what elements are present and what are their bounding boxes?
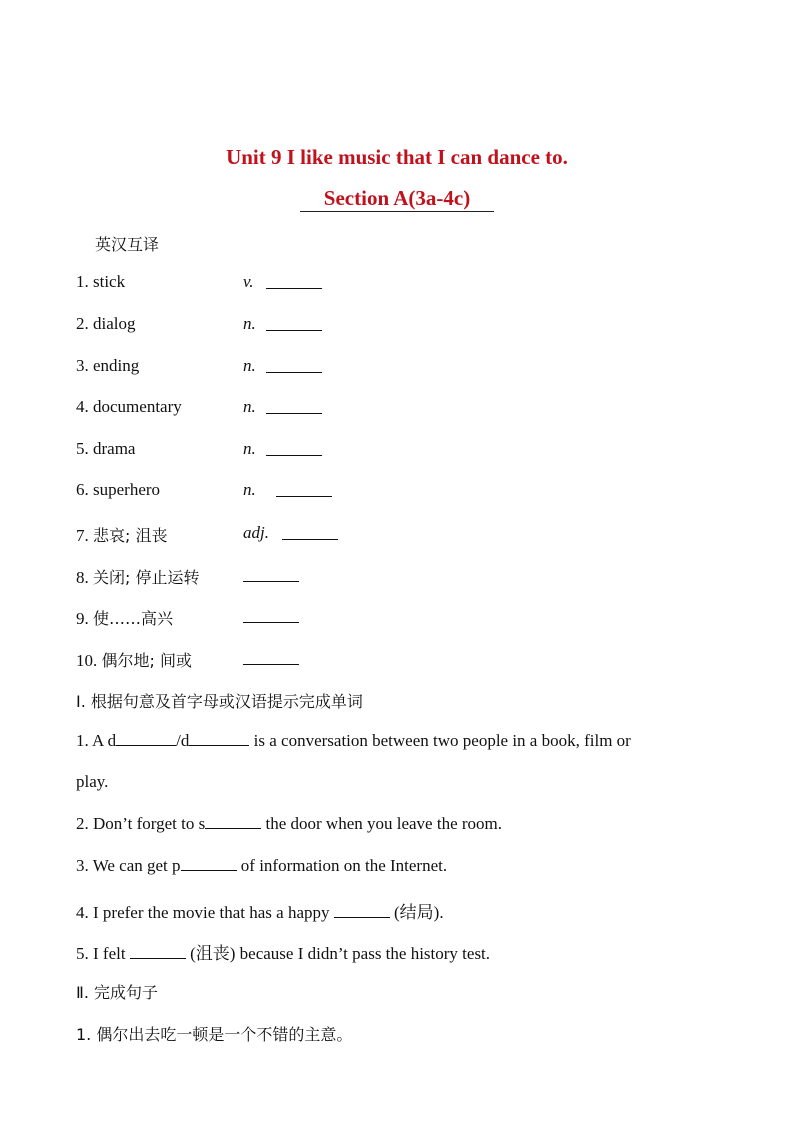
- part1-question-1-cont: play.: [76, 772, 109, 791]
- answer-blank[interactable]: [282, 523, 338, 540]
- question-text: is a conversation between two people in a book, film or: [249, 731, 631, 750]
- vocab-number: 7.: [76, 526, 89, 545]
- part2-heading: Ⅱ. 完成句子: [76, 983, 159, 1002]
- vocab-word: ending: [93, 356, 140, 375]
- answer-blank[interactable]: [189, 730, 249, 746]
- question-text: (沮丧) because I didn’t pass the history test.: [185, 944, 491, 963]
- answer-blank[interactable]: [266, 439, 322, 456]
- answer-blank[interactable]: [130, 943, 186, 959]
- vocab-pos: n.: [243, 356, 256, 375]
- question-text: (结局).: [389, 903, 444, 922]
- vocab-pos: n.: [243, 439, 256, 458]
- question-text: 2. Don’t forget to s: [76, 814, 206, 833]
- question-text: 5. I felt: [76, 944, 130, 963]
- vocab-number: 5.: [76, 439, 89, 458]
- answer-blank[interactable]: [116, 730, 176, 746]
- answer-blank[interactable]: [243, 565, 299, 582]
- question-text: of information on the Internet.: [236, 856, 448, 875]
- part1-question-3: [76, 855, 794, 876]
- vocab-pos: v.: [243, 272, 254, 291]
- part1-heading: Ⅰ. 根据句意及首字母或汉语提示完成单词: [76, 692, 363, 711]
- vocab-number: 1.: [76, 272, 89, 291]
- vocab-word: 偶尔地; 间或: [101, 651, 192, 670]
- vocab-pos: n.: [243, 314, 256, 333]
- vocab-pos: n.: [243, 480, 256, 499]
- vocab-word: 关闭; 停止运转: [93, 568, 200, 587]
- part1-question-1: [76, 730, 794, 751]
- vocab-word: documentary: [93, 397, 182, 416]
- vocab-pos: n.: [243, 397, 256, 416]
- part1-question-5: [76, 939, 794, 964]
- question-text: 1. A d: [76, 731, 117, 750]
- vocab-number: 6.: [76, 480, 89, 499]
- vocab-word: 悲哀; 沮丧: [93, 526, 168, 545]
- vocab-word: superhero: [93, 480, 161, 499]
- part1-question-2: [76, 813, 794, 834]
- section-subtitle: [0, 186, 794, 211]
- vocab-number: 2.: [76, 314, 89, 333]
- answer-blank[interactable]: [243, 648, 299, 665]
- answer-blank[interactable]: [266, 356, 322, 373]
- question-text: 3. We can get p: [76, 856, 181, 875]
- answer-blank[interactable]: [276, 480, 332, 497]
- answer-blank[interactable]: [181, 855, 237, 871]
- part1-question-4: [76, 898, 794, 923]
- vocab-word: dialog: [93, 314, 136, 333]
- part2-question-1: 1. 偶尔出去吃一顿是一个不错的主意。: [76, 1025, 353, 1044]
- section-subtitle-text: Section A(3a-4c): [300, 186, 494, 212]
- vocab-word: stick: [93, 272, 126, 291]
- page-title: Unit 9 I like music that I can dance to.: [226, 145, 568, 169]
- vocab-number: 8.: [76, 568, 89, 587]
- answer-blank[interactable]: [266, 272, 322, 289]
- question-text: 4. I prefer the movie that has a happy: [76, 903, 334, 922]
- vocab-word: drama: [93, 439, 136, 458]
- vocab-word: 使……高兴: [93, 609, 174, 628]
- question-text: the door when you leave the room.: [261, 814, 502, 833]
- vocab-number: 10.: [76, 651, 98, 670]
- answer-blank[interactable]: [334, 902, 390, 918]
- answer-blank[interactable]: [243, 606, 299, 623]
- vocab-pos: adj.: [243, 523, 269, 542]
- vocab-heading: 英汉互译: [95, 235, 160, 254]
- vocab-number: 9.: [76, 609, 89, 628]
- answer-blank[interactable]: [266, 314, 322, 331]
- answer-blank[interactable]: [266, 397, 322, 414]
- answer-blank[interactable]: [205, 813, 261, 829]
- vocab-number: 4.: [76, 397, 89, 416]
- question-text: /d: [176, 731, 190, 750]
- vocab-number: 3.: [76, 356, 89, 375]
